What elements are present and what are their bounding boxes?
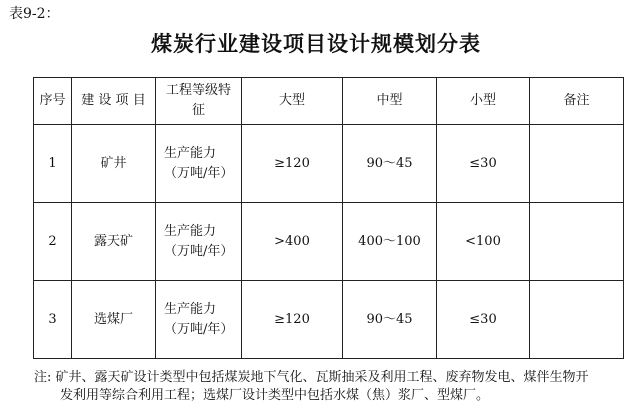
cell-project: 露天矿: [72, 203, 156, 281]
header-remarks: 备注: [530, 78, 624, 125]
cell-large: ≥120: [242, 281, 343, 359]
table-row: [34, 281, 624, 359]
design-scale-table: [33, 77, 624, 359]
header-small: 小型: [437, 78, 530, 125]
cell-medium: 400～100: [343, 203, 437, 281]
header-feature: 工程等级特征: [156, 78, 242, 125]
header-index: 序号: [34, 78, 72, 125]
cell-large: ≥120: [242, 125, 343, 203]
document-title: 煤炭行业建设项目设计规模划分表: [151, 32, 481, 56]
cell-index: 2: [34, 203, 72, 281]
cell-project: 矿井: [72, 125, 156, 203]
table-row: [34, 203, 624, 281]
note-prefix: 注:: [34, 370, 52, 385]
note-text-2: 发利用等综合利用工程；选煤厂设计类型中包括水煤（焦）浆厂、型煤厂。: [60, 388, 490, 403]
cell-remarks: [530, 281, 624, 359]
cell-small: ≤30: [437, 125, 530, 203]
table-label: 表9-2：: [9, 6, 60, 22]
cell-small: <100: [437, 203, 530, 281]
cell-remarks: [530, 125, 624, 203]
cell-index: 1: [34, 125, 72, 203]
table-row: [34, 125, 624, 203]
cell-feature: 生产能力（万吨/年）: [156, 281, 242, 359]
cell-medium: 90～45: [343, 281, 437, 359]
table-note: [34, 369, 622, 405]
header-medium: 中型: [343, 78, 437, 125]
cell-project: 选煤厂: [72, 281, 156, 359]
cell-feature: 生产能力（万吨/年）: [156, 203, 242, 281]
cell-index: 3: [34, 281, 72, 359]
cell-feature: 生产能力（万吨/年）: [156, 125, 242, 203]
cell-remarks: [530, 203, 624, 281]
note-line-1: [34, 369, 622, 387]
table-header-row: [34, 78, 624, 125]
note-text-1: 矿井、露天矿设计类型中包括煤炭地下气化、瓦斯抽采及利用工程、废弃物发电、煤伴生物开: [55, 370, 589, 385]
header-large: 大型: [242, 78, 343, 125]
cell-small: ≤30: [437, 281, 530, 359]
cell-medium: 90～45: [343, 125, 437, 203]
cell-large: >400: [242, 203, 343, 281]
header-project: 建 设 项 目: [72, 78, 156, 125]
